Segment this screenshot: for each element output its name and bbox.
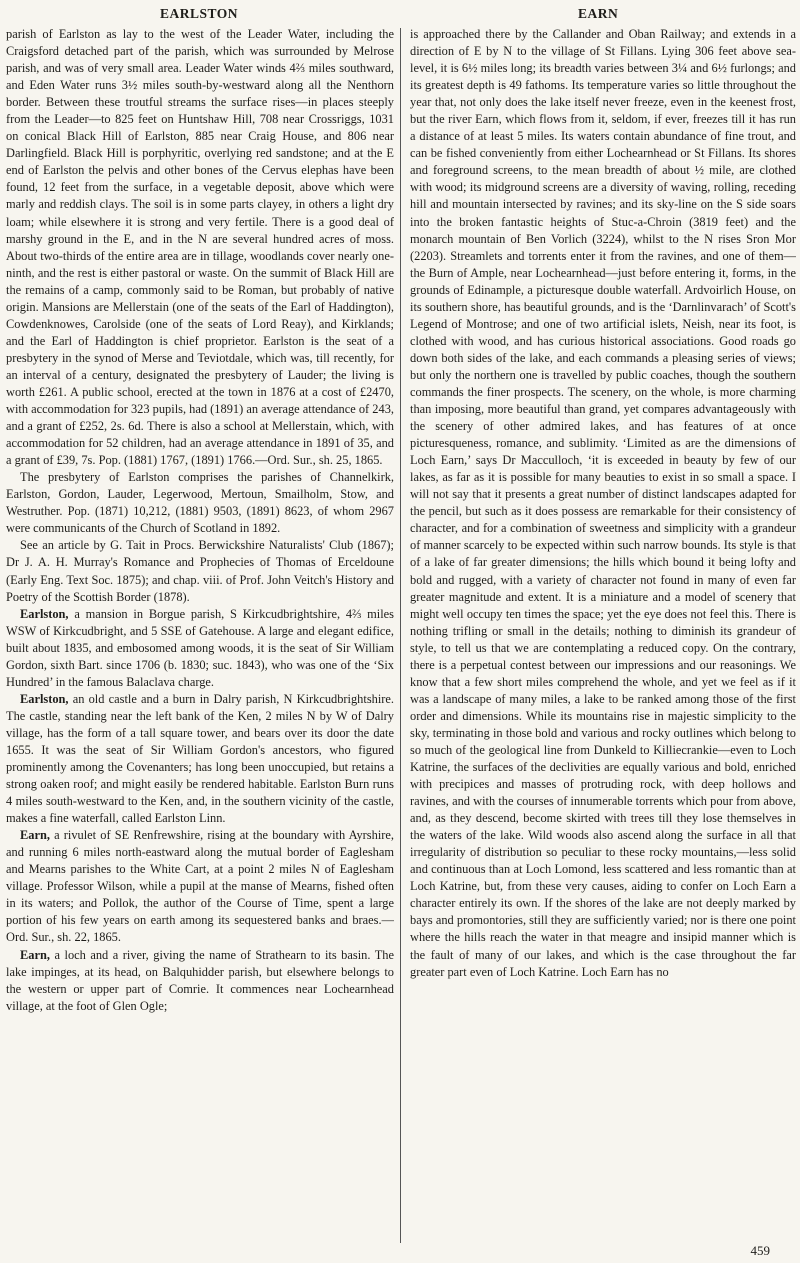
paragraph: See an article by G. Tait in Procs. Berwickshire Naturalists' Club (1867); Dr J. A. H. Murray's Romance and Prophecies of Thomas of Erceldoune (Early Eng. Text Soc. 1875); and chap. viii. of Prof. John Veitch's History and Poetry of the Scottish Border (1878). xyxy=(6,538,394,604)
entry-earlston-mansion xyxy=(6,606,394,691)
entry-headword: Earn, xyxy=(20,947,50,962)
paragraph: The presbytery of Earlston comprises the parishes of Channelkirk, Earlston, Gordon, Lauder, Legerwood, Mertoun, Smailholm, Stow, and Westruther. Pop. (1871) 10,212, (1881) 9503, (1891) 8623, of whom 2967 were communicants of the Church of Scotland in 1892. xyxy=(6,470,394,536)
entry-headword: Earlston, xyxy=(20,606,69,621)
entry-earn-rivulet xyxy=(6,827,394,946)
left-column xyxy=(6,26,394,1254)
paragraph: is approached there by the Callander and Oban Railway; and extends in a direction of E by N to the village of St Fillans. Lying 306 feet above sea-level, it is 6½ miles long; its breadth varies between 3¼ and 6½ furlongs; and its greatest depth is 49 fathoms. Its temperature varies so little throughout the year that, not only does the lake itself never freeze, even in the keenest frost, but the river Earn, which flows from it, seldom, if ever, freezes till it has run a distance of at least 5 miles. Its waters contain abundance of fine trout, and can be fished conveniently from either Lochearnhead or St Fillans. Its shores and foreground screens, to the mean breadth of about ½ mile, are clothed with wood; its midground screens are a diversity of waving, rolling, receding hill and mountain intersected by ravines; and its sky-line on the S side soars into the broken fantastic heights of Stuc-a-Chroin (3819 feet) and the monarch mountain of Ben Vorlich (3224), whilst to the N rises Sron Mor (2203). Streamlets and torrents enter it from the ravines, and one of them—the Burn of Ample, near Lochearnhead—just before entering it, forms, in the grounds of Edinample, a picturesque double waterfall. Ardvoirlich House, on its southern shore, has beautiful grounds, and is the ‘Darnlinvarach’ of Scott's Legend of Montrose; and one of two artificial islets, Neish, near its foot, is clothed with wood, and has curious historical associations. Good roads go down both sides of the lake, and each commands a pleasing series of views; but only the northern one is travelled by public coaches, though the southern commands the finer prospects. The scenery, on the whole, is more charming than imposing, more beautiful than grand, yet compares advantageously with the scenery of other admired lakes, and has features of at once picturesqueness, romance, and sublimity. ‘Limited as are the dimensions of Loch Earn,’ says Dr Macculloch, ‘it is exceeded in beauty by few of our lakes, as far as it is possible for many beauties to exist in so small a space. I will not say that it presents a great number of distinct landscapes adapted for the pencil, but such as it does possess are remarkable for their consistency of character, and for a combination of sweetness and simplicity with a grandeur of manner scarcely to be expected within such narrow bounds. Its style is that of a lake of far greater dimensions; the hills which bound it being lofty and bold and rugged, with a variety of character not found in many of even far greater magnitude and extent. It is a miniature and a model of scenery that might well occupy ten times the space; yet the eye does not feel this. There is nothing trifling or small in the details; nothing to diminish its grandeur of style, to tell us that we are contemplating a reduced copy. On the contrary, there is a perpetual contest between our impressions and our reasonings. We know that a few short miles comprehend the whole, and yet we feel as if it was a landscape of many miles, a lake to be ranked among those of the first order and dimensions. While its mountains rise in majestic simplicity to the sky, terminating in those bold and various and rocky outlines which belong to so much of the geological line from Dunkeld to Killiecrankie—even to Loch Katrine, the surfaces of the declivities are equally various and bold, enriched with precipices and masses of protruding rock, with deep hollows and ravines, and with the courses of innumerable torrents which pour from above, and, as they descend, become skirted with trees till they lose themselves in the waters of the lake. Wild woods also ascend along the surface in all that irregularity of distribution so peculiar to these rocky mountains,—less solid and continuous than at Loch Lomond, less scattered and less romantic than at Loch Katrine, but, from these very causes, aiding to confer on Loch Earn a character entirely its own. If the shores of the lake are not deeply marked by bays and promontories, still they are sufficiently varied; nor is there one point where the hills reach the water in that meagre and insipid manner which is the fault of many of our lakes, and which is the case throughout the far greater part even of Loch Katrine. Loch Earn has no xyxy=(410,27,796,979)
header-left-title: EARLSTON xyxy=(160,6,239,21)
entry-earn-loch xyxy=(6,947,394,1015)
entry-text: a rivulet of SE Renfrewshire, rising at the boundary with Ayrshire, and running 6 miles north-eastward along the mutual border of Eaglesham and Mearns parishes to the White Cart, at a point 2 miles N of Eaglesham village. Professor Wilson, while a pupil at the manse of Mearns, fished often in its waters; and Pollok, the author of the Course of Time, spent a large portion of his few years on earth among its sequestered banks and braes.—Ord. Sur., sh. 22, 1865. xyxy=(6,828,394,945)
entry-headword: Earn, xyxy=(20,828,50,843)
entry-text: an old castle and a burn in Dalry parish, N Kirkcudbrightshire. The castle, standing near the left bank of the Ken, 2 miles N by W of Dalry village, has the form of a tall square tower, and bears over its door the date 1655. It was the seat of Sir William Gordon's ancestors, who figured prominently among the Covenanters; has long been unoccupied, but retains a strong oaken roof; and might easily be rendered habitable. Earlston Burn runs 4 miles south-westward to the Ken, and, in the southern vicinity of the castle, makes a fine waterfall, called Earlston Linn. xyxy=(6,691,394,826)
entry-headword: Earlston, xyxy=(20,691,69,706)
header-right-title: EARN xyxy=(578,6,619,21)
column-divider xyxy=(400,28,401,1243)
paragraph: parish of Earlston as lay to the west of the Leader Water, including the Craigsford detached part of the parish, which was surrounded by Melrose parish, and was of very small area. Leader Water winds 4⅔ miles southward, and Eden Water runs 3½ miles south-by-westward along all the Nenthorn border. Between these troutful streams the surface rises—in places steeply from the Leader—to 825 feet on Huntshaw Hill, 708 near Crossriggs, 1031 on conical Black Hill of Earlston, 885 near Craig House, and 806 near Darlingfield. Black Hill is porphyritic, overlying red sandstone; and at the E end of Earlston the pelvis and other bones of the Cervus elephas have been found, 12 feet from the surface, in a vegetable deposit, above which were marly and reddish clays. The soil is in some parts clayey, in others a light dry loam; while elsewhere it is strong and very fertile. There is a good deal of marshy ground in the E, and in the N are several hundred acres of moss. About two-thirds of the entire area are in tillage, woodlands cover nearly one-ninth, and the rest is either pastoral or waste. On the summit of Black Hill are the remains of a camp, commonly said to be Roman, but probably of native origin. Mansions are Mellerstain (one of the seats of the Earl of Haddington), Cowdenknowes, Carolside (one of the seats of Lord Reay), and Kirklands; and the Earl of Haddington is chief proprietor. Earlston is the seat of a presbytery in the synod of Merse and Teviotdale, which was, till recently, for an interval of a century, designated the presbytery of Lauder; the living is worth £261. A public school, erected at the town in 1876 at a cost of £2470, with accommodation for 323 pupils, had (1891) an average attendance of 243, and a grant of £252, 2s. 6d. There is also a school at Mellerstain, which, with accommodation for 52 children, had an average attendance in 1891 of 35, and a grant of £39, 7s. Pop. (1881) 1767, (1891) 1766.—Ord. Sur., sh. 25, 1865. xyxy=(6,27,394,468)
page-number: 459 xyxy=(750,1243,770,1258)
entry-text: a loch and a river, giving the name of Strathearn to its basin. The lake impinges, at its head, on Balquhidder parish, but elsewhere belongs to the western or upper part of Comrie. It commences near Lochearnhead village, at the foot of Glen Ogle; xyxy=(6,947,394,1013)
entry-text: a mansion in Borgue parish, S Kirkcudbrightshire, 4⅔ miles WSW of Kirkcudbright, and 5 SSE of Gatehouse. A large and elegant edifice, built about 1835, and embosomed among woods, it is the seat of Sir William Gordon, sixth Bart. since 1706 (b. 1830; suc. 1843), who was one of the ‘Six Hundred’ in the famous Balaclava charge. xyxy=(6,606,394,689)
right-column xyxy=(410,26,796,1254)
entry-earlston-castle xyxy=(6,691,394,827)
running-header xyxy=(0,6,800,24)
